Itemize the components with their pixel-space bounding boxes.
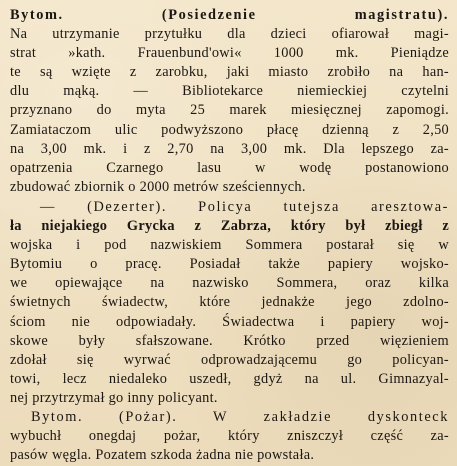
article-line: ściom nie odpowiadały. Świadectwa i papiery woj- xyxy=(10,313,449,330)
article-heading-pozar: Bytom. (Pożar). W zakładzie dyskonteck xyxy=(31,408,449,425)
article-heading-posiedzenie: Bytom. (Posiedzenie magistratu). xyxy=(10,7,449,23)
article-line: wybuchł onegdaj pożar, który zniszczył część za- xyxy=(10,428,449,445)
article-line: ła niejakiego Grycka z Zabrza, który był zbiegł z xyxy=(10,218,449,235)
article-line: towi, lecz niedaleko uszedł, gdyż na ul. Gimnazyal- xyxy=(10,370,449,387)
article-line: strat »kath. Frauenbund'owi« 1000 mk. Pieniądze xyxy=(10,45,449,62)
article-line: skowe były sfałszowane. Krótko przed więzieniem xyxy=(10,332,449,349)
article-line: opatrzenia Czarnego lasu w wodę postanowiono xyxy=(10,159,449,176)
article-heading-dezerter: — (Dezerter). Policya tutejsza aresztowa- xyxy=(40,198,449,215)
article-line: te są wzięte z zarobku, jaki miasto zrobiło na han- xyxy=(10,64,449,81)
article-line: świetnych świadectw, które jednakże jego zdolno- xyxy=(10,294,449,311)
article-line: Bytomiu o pracę. Posiadał także papiery wojsko- xyxy=(10,256,449,273)
article-line: zdołał się wyrwać odprowadzającemu go policyan- xyxy=(10,351,449,368)
article-line: na 3,00 mk. i z 2,70 na 3,00 mk. Dla lepszego za- xyxy=(10,140,449,157)
article-line: pasów węgla. Pozatem szkoda żadna nie powstała. xyxy=(10,447,315,464)
article-line: nej przytrzymał go inny policyant. xyxy=(10,389,218,406)
article-line: we opiewające na nazwisko Sommera, oraz kilka xyxy=(10,275,449,292)
article-line: przyznano do myta 25 marek miesięcznej zapomogi. xyxy=(10,102,449,119)
article-line: zbudować zbiornik o 2000 metrów sześciennych. xyxy=(10,178,306,195)
article-line: wojska i pod nazwiskiem Sommera postarał się w xyxy=(10,237,449,254)
article-line: dlu mąką. — Bibliotekarce niemieckiej czytelni xyxy=(10,83,449,100)
article-line: Zamiataczom ulic podwyższono płacę dzienną z 2,50 xyxy=(10,121,449,138)
article-line: Na utrzymanie przytułku dla dzieci ofiarował magi- xyxy=(10,26,449,43)
